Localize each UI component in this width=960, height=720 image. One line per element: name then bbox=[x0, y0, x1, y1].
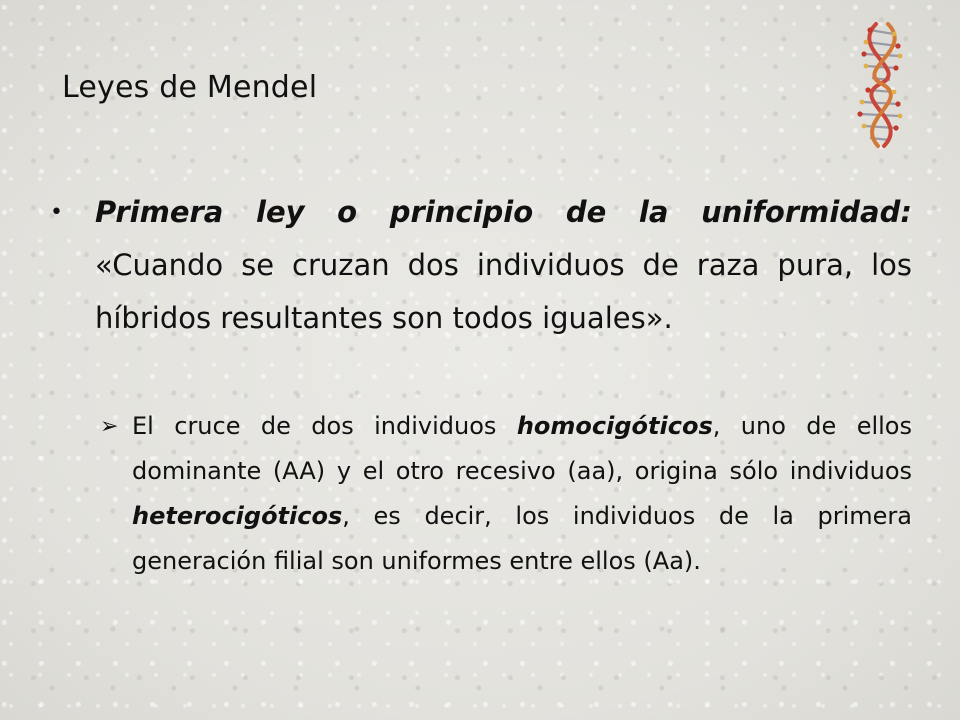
bullet-marker: • bbox=[50, 200, 63, 225]
subbullet-part1: El cruce de dos individuos bbox=[132, 412, 517, 440]
bullet-first-law-lead: Primera ley o principio de la uniformidad: bbox=[95, 195, 912, 229]
slide-title: Leyes de Mendel bbox=[62, 70, 318, 105]
subbullet-part3: , es decir, los individuos de la primera generación filial son uniformes entre ellos (Aa). bbox=[132, 502, 912, 575]
bullet-first-law-text bbox=[95, 186, 912, 345]
arrow-bullet-icon: ➢ bbox=[100, 414, 119, 439]
dna-helix-icon bbox=[840, 20, 920, 150]
term-homocigoticos: homocigóticos bbox=[516, 412, 713, 440]
bullet-first-law bbox=[50, 186, 912, 345]
subbullet-cross-text bbox=[132, 404, 912, 584]
subbullet-cross bbox=[100, 404, 912, 584]
bullet-first-law-body: «Cuando se cruzan dos individuos de raza pura, los híbridos resultantes son todos iguales». bbox=[95, 248, 912, 335]
subbullet-part2: , uno de ellos dominante (AA) y el otro recesivo (aa), origina sólo individuos bbox=[132, 412, 912, 485]
term-heterocigoticos: heterocigóticos bbox=[132, 502, 343, 530]
